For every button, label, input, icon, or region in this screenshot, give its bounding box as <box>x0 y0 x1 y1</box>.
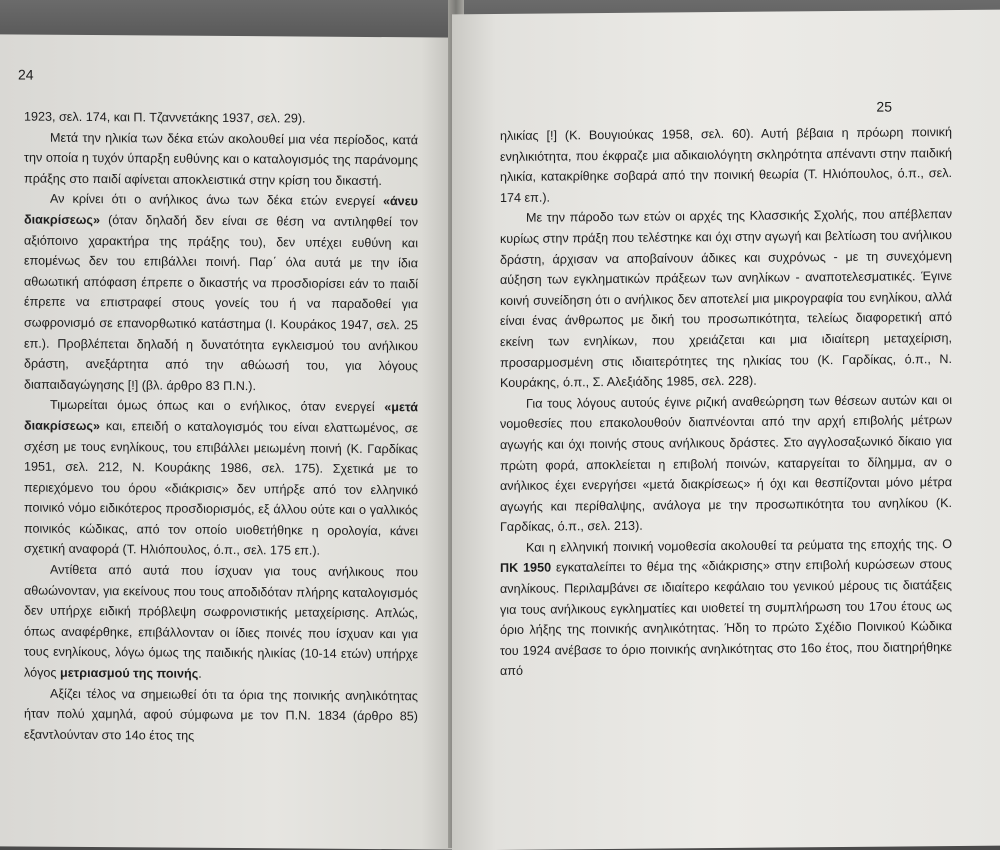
paragraph <box>24 560 418 686</box>
bold-term: «άνευ διακρίσεως» <box>24 194 418 228</box>
text-run: (όταν δηλαδή δεν είναι σε θέση να αντιληφθεί τον αξιόποινο χαρακτήρα της πράξης του), δεν υπέχει ευθύνη και επομένως δεν του επιβάλλει ποινή. Παρ΄ όλα αυτά με την ίδια αθωωτική απόφαση έπρεπε ο δικαστής να προσδιορίσει εάν το παιδί έπρεπε να επιστραφεί στους γονείς του ή να παραδοθεί για σωφρονισμό σε επανορθωτικό κατάστημα (Ι. Κουράκος 1947, σελ. 25 επ.). Προβλέπεται δηλαδή η δυνατότητα εγκλεισμού του ανήλικου δράστη, ανεξάρτητα από την αθώωσή του, για λόγους διαπαιδαγώγησης [!] (βλ. άρθρο 83 Π.Ν.). <box>24 213 418 393</box>
bold-term: «μετά διακρίσεως» <box>24 400 418 434</box>
text-run: Αντίθετα από αυτά που ίσχυαν για τους ανήλικους που αθωώνονταν, για εκείνους που τους αποδιδόταν πλήρης καταλογισμός δεν υπήρχε ειδική πρόβλεψη σωφρονιστικής μεταχείρισης. Απλώς, όπως αναφέρθηκε, επιβάλλονταν οι ίδιες ποινές που ίσχυαν και για τους ενηλίκους, λόγω όμως της παιδικής ηλικίας (10-14 ετών) υπήρχε λόγος <box>24 562 418 680</box>
right-page <box>452 10 1000 850</box>
text-run: Μετά την ηλικία των δέκα ετών ακολουθεί μια νέα περίοδος, κατά την οποία η τυχόν ύπαρξη ευθύνης και ο καταλογισμός της παράνομης πράξης στο παιδί αφίνεται αποκλειστικά στην κρίση του δικαστή. <box>24 130 418 188</box>
paragraph <box>500 534 952 682</box>
text-run: εγκαταλείπει το θέμα της «διάκρισης» στην επιβολή κυρώσεων στους ανηλίκους. Περιλαμβάνει σε ιδιαίτερο κεφάλαιο του γενικού μέρους τις διατάξεις για τους ανήλικους εγκληματίες και υιοθετεί τη συμπλήρωση του 17ου έτους ως όριο λήξης της ποινικής ανηλικότητας. Ήδη το πρώτο Σχέδιο Ποινικού Κώδικα του 1924 ανέβασε το όριο ποινικής ανηλικότητας στο 16ο έτος, που διατηρήθηκε από <box>500 557 952 679</box>
paragraph <box>24 189 418 398</box>
paragraph <box>500 122 952 208</box>
text-run: και, επειδή ο καταλογισμός του είναι ελαττωμένος, σε σχέση με τους ενηλίκους, του επιβάλλει μειωμένη ποινή (Κ. Γαρδίκας 1951, σελ. 212, Ν. Κουράκης 1986, σελ. 175). Σχετικά με το περιεχόμενο του όρου «διάκρισις» δεν υπήρξε από τον ελληνικό ποινικό νόμο ειδικότερος προσδιορισμός, εξ άλλου ούτε και ο γαλλικός ποινικός κώδικας, από τον οποίο υιοθετήθηκε η ορολογία, κάνει σχετική αναφορά (Τ. Ηλιόπουλος, ό.π., σελ. 175 επ.). <box>24 419 418 559</box>
paragraph <box>500 204 952 393</box>
text-run: Για τους λόγους αυτούς έγινε ριζική αναθεώρηση των θέσεων αυτών και οι νομοθεσίες που επακολουθούν διαπνέονται από την αρχή επιβολής μέτρων αγωγής και όχι ποινής στους ανήλικους δράστες. Στο αγγλοσαξωνικό δίκαιο για πρώτη φορά, αποκλείεται η επιβολή ποινών, καταργείται το δίλημμα, αν ο ανήλικος έχει ενεργήσει «μετά διακρίσεως» ή όχι και θεσπίζονται μόνο μέτρα αγωγής και περίθαλψης, ανάλογα με την προσωπικότητα του ανηλίκου (Κ. Γαρδίκας, ό.π., σελ. 213). <box>500 392 952 535</box>
paragraph <box>24 395 418 563</box>
text-run: . <box>198 666 202 681</box>
bold-term: ΠΚ 1950 <box>500 560 552 576</box>
text-run: ηλικίας [!] (Κ. Βουγιούκας 1958, σελ. 60). Αυτή βέβαια η πρόωρη ποινική ενηλικιότητα, που έκφραζε μια αδικαιολόγητη σκληρότητα απέναντι στην παιδική ηλικία, κατακρίθηκε σοβαρά από την ποινική θεωρία (Τ. Ηλιόπουλος, ό.π., σελ. 174 επ.). <box>500 125 952 205</box>
text-run: Αν κρίνει ότι ο ανήλικος άνω των δέκα ετών ενεργεί <box>50 192 383 209</box>
paragraph <box>24 127 418 192</box>
text-run: Τιμωρείται όμως όπως και ο ενήλικος, όταν ενεργεί <box>50 398 385 415</box>
left-page <box>0 34 458 849</box>
paragraph <box>24 107 418 130</box>
paragraph <box>500 390 952 538</box>
left-page-body <box>24 107 418 748</box>
right-page-body <box>500 122 952 682</box>
bold-term: μετριασμού της ποινής <box>59 665 199 681</box>
text-run: Αξίζει τέλος να σημειωθεί ότι τα όρια της ποινικής ανηλικότητας ήταν πολύ χαμηλά, αφού σύμφωνα με τον Π.Ν. 1834 (άρθρο 85) εξαντλούνταν στο 14ο έτος της <box>24 686 418 743</box>
paragraph <box>24 683 418 748</box>
left-page-number: 24 <box>18 66 34 83</box>
text-run: 1923, σελ. 174, και Π. Τζαννετάκης 1937, σελ. 29). <box>24 109 306 126</box>
right-page-number: 25 <box>876 98 892 115</box>
text-run: Με την πάροδο των ετών οι αρχές της Κλασσικής Σχολής, που απέβλεπαν κυρίως στην πράξη που τελέστηκε και όχι στην αγωγή και βελτίωση του ανήλικου δράστη, άρχισαν να αποβαίνουν άδικες και συχρόνως - με τη συνεχόμενη αύξηση των εγκληματικών πράξεων των ανηλίκων - αναποτελεσματικές. Έγινε κοινή συνείδηση ότι ο ανήλικος δεν αποτελεί μια μικρογραφία του ενηλίκου, αλλά είναι ένας άνθρωπος με δική του προσωπικότητα, τελείως διαφορετική από εκείνη των ενηλίκων, που χρειάζεται και μια ιδιαίτερη μεταχείριση, προσαρμοσμένη στις ιδιαιτερότητες της ηλικίας του (Κ. Γαρδίκας, ό.π., Ν. Κουράκης, ό.π., Σ. Αλεξιάδης 1985, σελ. 228). <box>500 207 952 391</box>
text-run: Και η ελληνική ποινική νομοθεσία ακολουθεί τα ρεύματα της εποχής της. Ο <box>526 536 952 555</box>
